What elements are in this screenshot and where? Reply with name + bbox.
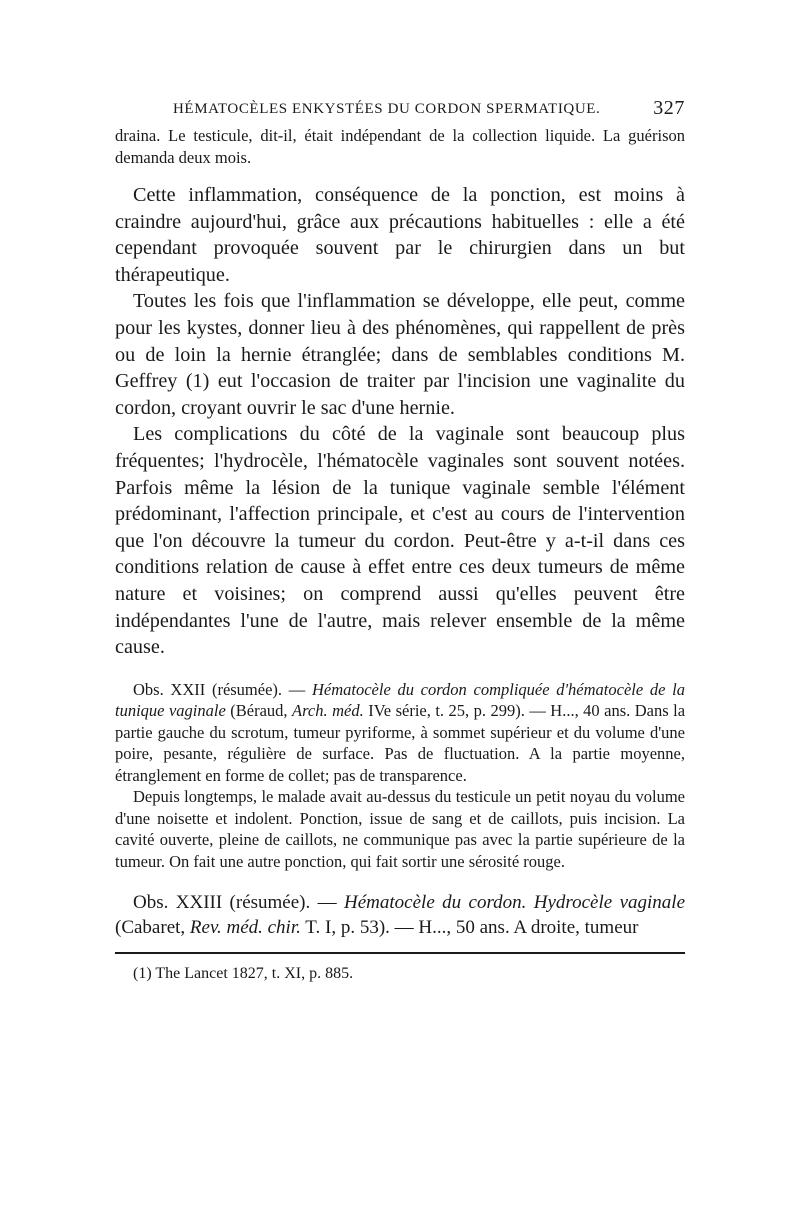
obs-xxiii-ref-rest: T. I, p. 53). — H..., 50 ans. A droite, tumeur bbox=[305, 917, 639, 939]
body-paragraph-hernia: Toutes les fois que l'inflammation se développe, elle peut, comme pour les kystes, donner lieu à des phénomènes, qui rappellent de près ou de loin la hernie étranglée; dans de semblables conditions M. Geffrey (1) eut l'occasion de traiter par l'incision une vaginalite du cordon, croyant ouvrir le sac d'une hernie. bbox=[115, 290, 685, 419]
obs-xxii-journal: Arch. méd. bbox=[292, 701, 364, 721]
observation-xxii-history: Depuis longtemps, le malade avait au-dessus du testicule un petit noyau du volume d'une noisette et indolent. Ponction, issue de sang et de caillots, puis incision. La cavité ouverte, pleine de caillots, ne communique pas avec la partie supérieure de la tumeur. On fait une autre ponction, qui fait sortir une sérosité rouge. bbox=[115, 787, 685, 871]
running-head bbox=[115, 95, 685, 125]
body-paragraph-complications: Les complications du côté de la vaginale sont beaucoup plus fréquentes; l'hydrocèle, l'hématocèle vaginales sont souvent notées. Parfois même la lésion de la tunique vaginale semble l'élément prédominant, l'affection principale, et c'est au cours de l'intervention que l'on découvre la tumeur du cordon. Peut-être y a-t-il dans ces conditions relation de cause à effet entre ces deux tumeurs de même nature et voisines; on comprend aussi qu'elles peuvent être indépendantes l'une de l'autre, mais relever ensemble de la même cause. bbox=[115, 423, 685, 659]
obs-xxiii-title: Hématocèle du cordon. Hydrocèle vaginale bbox=[344, 892, 686, 914]
obs-xxiii-journal: Rev. méd. chir. bbox=[189, 917, 301, 939]
observation-xxiii bbox=[115, 890, 685, 940]
obs-xxii-label: Obs. XXII (résumée). — bbox=[133, 679, 306, 699]
book-page bbox=[115, 95, 685, 984]
footnote: (1) The Lancet 1827, t. XI, p. 885. bbox=[133, 965, 354, 983]
observation-xxii bbox=[115, 679, 685, 787]
page-number: 327 bbox=[653, 97, 685, 119]
footnote-rule bbox=[115, 952, 685, 954]
running-head-title: HÉMATOCÈLES ENKYSTÉES DU CORDON SPERMATIQUE. bbox=[173, 101, 601, 117]
body-paragraph-inflammation: Cette inflammation, conséquence de la ponction, est moins à craindre aujourd'hui, grâce aux précautions habituelles : elle a été cependant provoquée souvent par le chirurgien dans un but thérapeutique. bbox=[115, 184, 685, 286]
obs-xxii-title: Hématocèle du cordon compliquée d'hématocèle de la tunique vaginale bbox=[115, 679, 686, 721]
obs-xxii-description: — H..., 40 ans. Dans la partie gauche du scrotum, tumeur pyriforme, à sommet supérieur et du volume d'une poire, pesante, régulière de surface. Pas de fluctuation. A la partie moyenne, étranglement en forme de collet; pas de transparence. bbox=[115, 701, 686, 785]
obs-xxii-ref-open: (Béraud, bbox=[230, 701, 288, 721]
obs-xxiii-ref-open: (Cabaret, bbox=[115, 917, 186, 939]
obs-xxiii-label: Obs. XXIII (résumée). — bbox=[133, 892, 337, 914]
opening-paragraph: draina. Le testicule, dit-il, était indépendant de la collection liquide. La guérison demanda deux mois. bbox=[115, 126, 685, 167]
obs-xxii-ref-rest: IVe série, t. 25, p. 299). bbox=[368, 701, 525, 721]
